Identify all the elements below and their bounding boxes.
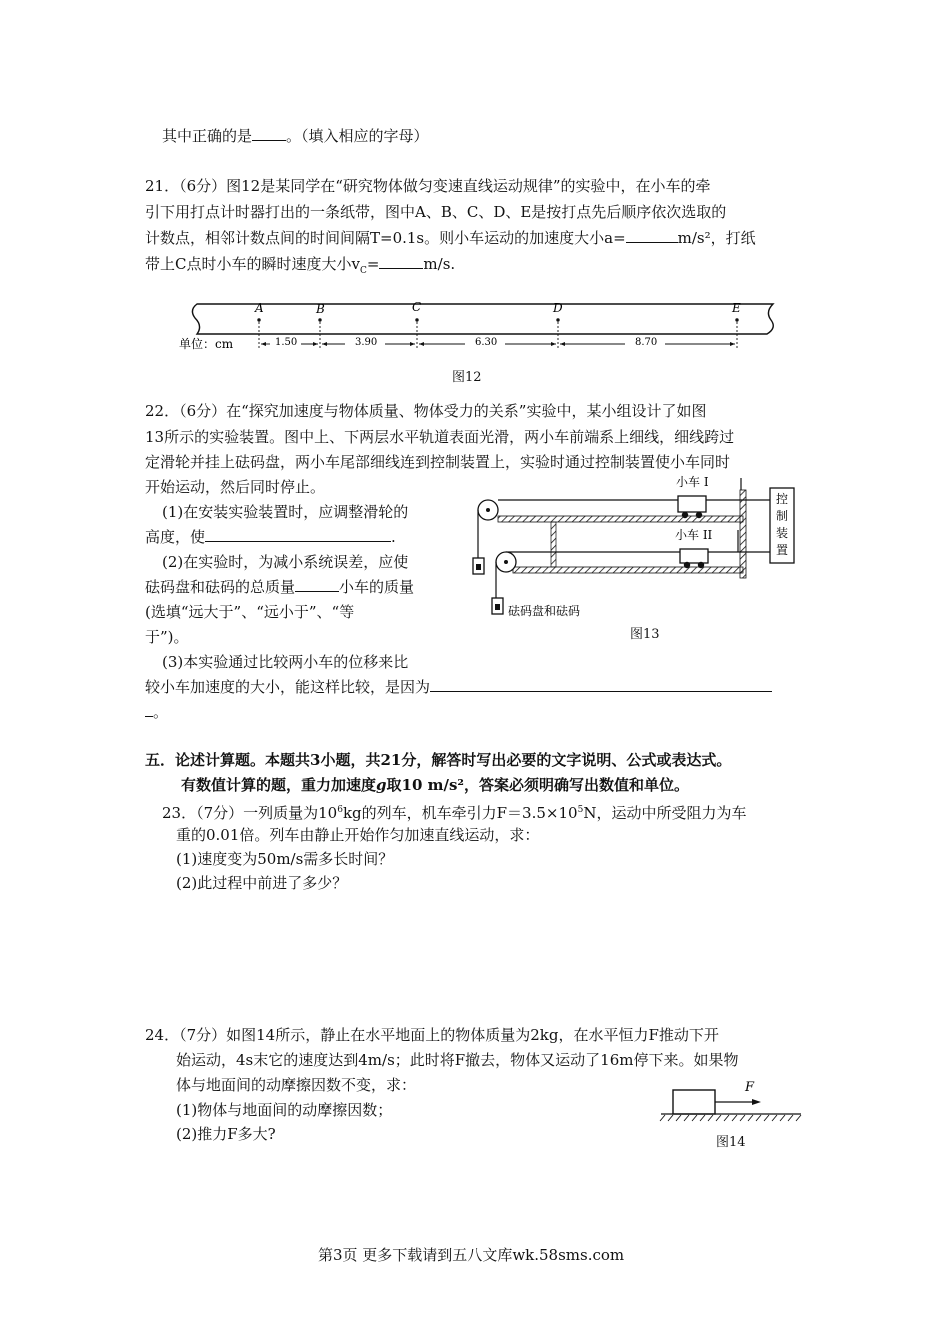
lower-track xyxy=(513,567,743,573)
q22-part1b-text: 高度，使 xyxy=(145,528,206,546)
q23-exp2: 5 xyxy=(577,805,584,815)
q22-part3a: (3)本实验通过比较两小车的位移来比 xyxy=(162,653,409,671)
car-1 xyxy=(678,496,706,512)
q21-eq: = xyxy=(366,255,380,273)
point-label-a: A xyxy=(255,301,264,315)
velocity-blank[interactable] xyxy=(379,254,423,269)
q22-part2c: 小车的质量 xyxy=(339,578,415,596)
section-5-heading: 五．论述计算题。本题共3小题，共21分，解答时写出必要的文字说明、公式或表达式。 xyxy=(145,751,732,769)
q22-line3: 定滑轮并挂上砝码盘，两小车尾部细线连到控制装置上，实验时通过控制装置使小车同时 xyxy=(145,453,731,471)
figure-14-caption: 图14 xyxy=(716,1135,746,1150)
mass-blank[interactable] xyxy=(295,577,339,592)
control-char-4: 置 xyxy=(776,543,789,557)
q24-sub2: (2)推力F多大? xyxy=(176,1125,276,1143)
distance-ab: 1.50 xyxy=(275,337,298,348)
dot-e xyxy=(735,318,738,321)
q22-part3b xyxy=(145,677,772,697)
g-symbol: g xyxy=(376,776,387,794)
reason-blank[interactable] xyxy=(430,677,772,692)
fill-text: 其中正确的是 xyxy=(162,127,253,145)
q22-part2b xyxy=(145,577,414,597)
q23-l1a: 23．（7分）一列质量为10 xyxy=(162,804,338,822)
q22-line1: 22．（6分）在“探究加速度与物体质量、物体受力的关系”实验中，某小组设计了如图 xyxy=(145,402,707,420)
weights-label: 砝码盘和砝码 xyxy=(508,604,581,618)
q22-part3b-text: 较小车加速度的大小，能这样比较，是因为 xyxy=(145,678,431,696)
q23-exp1: 6 xyxy=(337,805,343,815)
q21-line3 xyxy=(145,228,756,248)
block xyxy=(673,1090,715,1114)
fill-suffix: 。（填入相应的字母） xyxy=(286,127,429,145)
figure-13-caption: 图13 xyxy=(630,627,660,642)
control-char-2: 制 xyxy=(776,509,789,523)
q21-line2: 引下用打点计时器打出的一条纸带，图中A、B、C、D、E是按打点先后顺序依次选取的 xyxy=(145,203,727,221)
dot-a xyxy=(257,318,260,321)
q22-part2d: (选填“远大于”、“远小于”、“等 xyxy=(145,603,355,621)
car-2 xyxy=(680,549,708,563)
q21-line3-text: 计数点，相邻计数点间的时间间隔T=0.1s。则小车运动的加速度大小a= xyxy=(145,229,626,247)
reason-blank-cont[interactable] xyxy=(145,702,153,717)
q23-sub2: (2)此过程中前进了多少？ xyxy=(176,874,348,892)
q22-part3-end: 。 xyxy=(153,703,169,721)
distance-de: 8.70 xyxy=(635,337,658,348)
section-5-note xyxy=(181,775,689,795)
q22-line2: 13所示的实验装置。图中上、下两层水平轨道表面光滑，两小车前端系上细线，细线跨过 xyxy=(145,428,735,446)
car-1-label: 小车 I xyxy=(676,475,709,489)
q23-l1b: kg的列车，机车牵引力F＝3.5×10 xyxy=(342,804,578,822)
q22-part1-end: . xyxy=(391,528,396,546)
dot-c xyxy=(415,318,418,321)
q22-part1b xyxy=(145,527,396,547)
q24-line2: 始运动，4s末它的速度达到4m/s；此时将F撤去，物体又运动了16m停下来。如果物 xyxy=(176,1051,739,1069)
q23-line1 xyxy=(162,800,746,823)
upper-track xyxy=(498,516,743,522)
figure-14-block xyxy=(655,1078,805,1128)
q22-part1a: (1)在安装实验装置时，应调整滑轮的 xyxy=(162,503,409,521)
q22-part2e: 于”)。 xyxy=(145,628,189,646)
q23-l1c: N，运动中所受阻力为车 xyxy=(583,804,747,822)
force-label: F xyxy=(745,1080,755,1095)
dot-d xyxy=(556,318,559,321)
section-5-note-b: 取10 m/s²，答案必须明确写出数值和单位。 xyxy=(386,776,689,794)
distance-bc: 3.90 xyxy=(355,337,378,348)
q21-line4-unit: m/s. xyxy=(423,255,456,273)
unit-label: 单位：cm xyxy=(179,337,234,351)
q21-line3-unit: m/s²，打纸 xyxy=(677,229,756,247)
q21-line4 xyxy=(145,254,455,281)
q21-subscript: C xyxy=(359,266,367,276)
q24-line3: 体与地面间的动摩擦因数不变，求： xyxy=(176,1076,417,1094)
q22-part2a: (2)在实验时，为减小系统误差，应使 xyxy=(162,553,409,571)
pulley-blank[interactable] xyxy=(205,527,391,542)
q22-part3c xyxy=(145,702,168,722)
figure-12-caption: 图12 xyxy=(452,370,482,385)
q22-line4: 开始运动，然后同时停止。 xyxy=(145,478,326,496)
q21-line4-text: 带上C点时小车的瞬时速度大小v xyxy=(145,255,360,273)
point-label-b: B xyxy=(316,302,325,316)
q24-line1: 24．（7分）如图14所示，静止在水平地面上的物体质量为2kg，在水平恒力F推动下开 xyxy=(145,1026,719,1044)
control-char-1: 控 xyxy=(776,492,789,506)
q21-line1: 21．（6分）图12是某同学在“研究物体做匀变速直线运动规律”的实验中，在小车的牵 xyxy=(145,177,711,195)
distance-cd: 6.30 xyxy=(475,337,498,348)
figure-13-apparatus xyxy=(468,470,798,645)
page-footer: 第3页 更多下载请到五八文库wk.58sms.com xyxy=(318,1246,625,1264)
q23-sub1: (1)速度变为50m/s需多长时间？ xyxy=(176,850,394,868)
point-label-e: E xyxy=(732,301,741,315)
q23-line2: 重的0.01倍。列车由静止开始作匀加速直线运动，求： xyxy=(176,826,540,844)
point-label-c: C xyxy=(412,300,422,314)
control-char-3: 装 xyxy=(776,526,789,540)
q22-part2b-text: 砝码盘和砝码的总质量 xyxy=(145,578,296,596)
q24-sub1: (1)物体与地面间的动摩擦因数； xyxy=(176,1101,393,1119)
point-label-d: D xyxy=(553,301,563,315)
car-2-label: 小车 II xyxy=(675,528,713,542)
dot-b xyxy=(318,318,321,321)
acceleration-blank[interactable] xyxy=(626,228,678,243)
section-5-note-a: 有数值计算的题，重力加速度 xyxy=(181,776,377,794)
answer-blank[interactable] xyxy=(252,126,286,141)
figure-12-tape xyxy=(175,296,785,358)
fill-line xyxy=(162,126,429,146)
end-stop xyxy=(740,490,746,578)
